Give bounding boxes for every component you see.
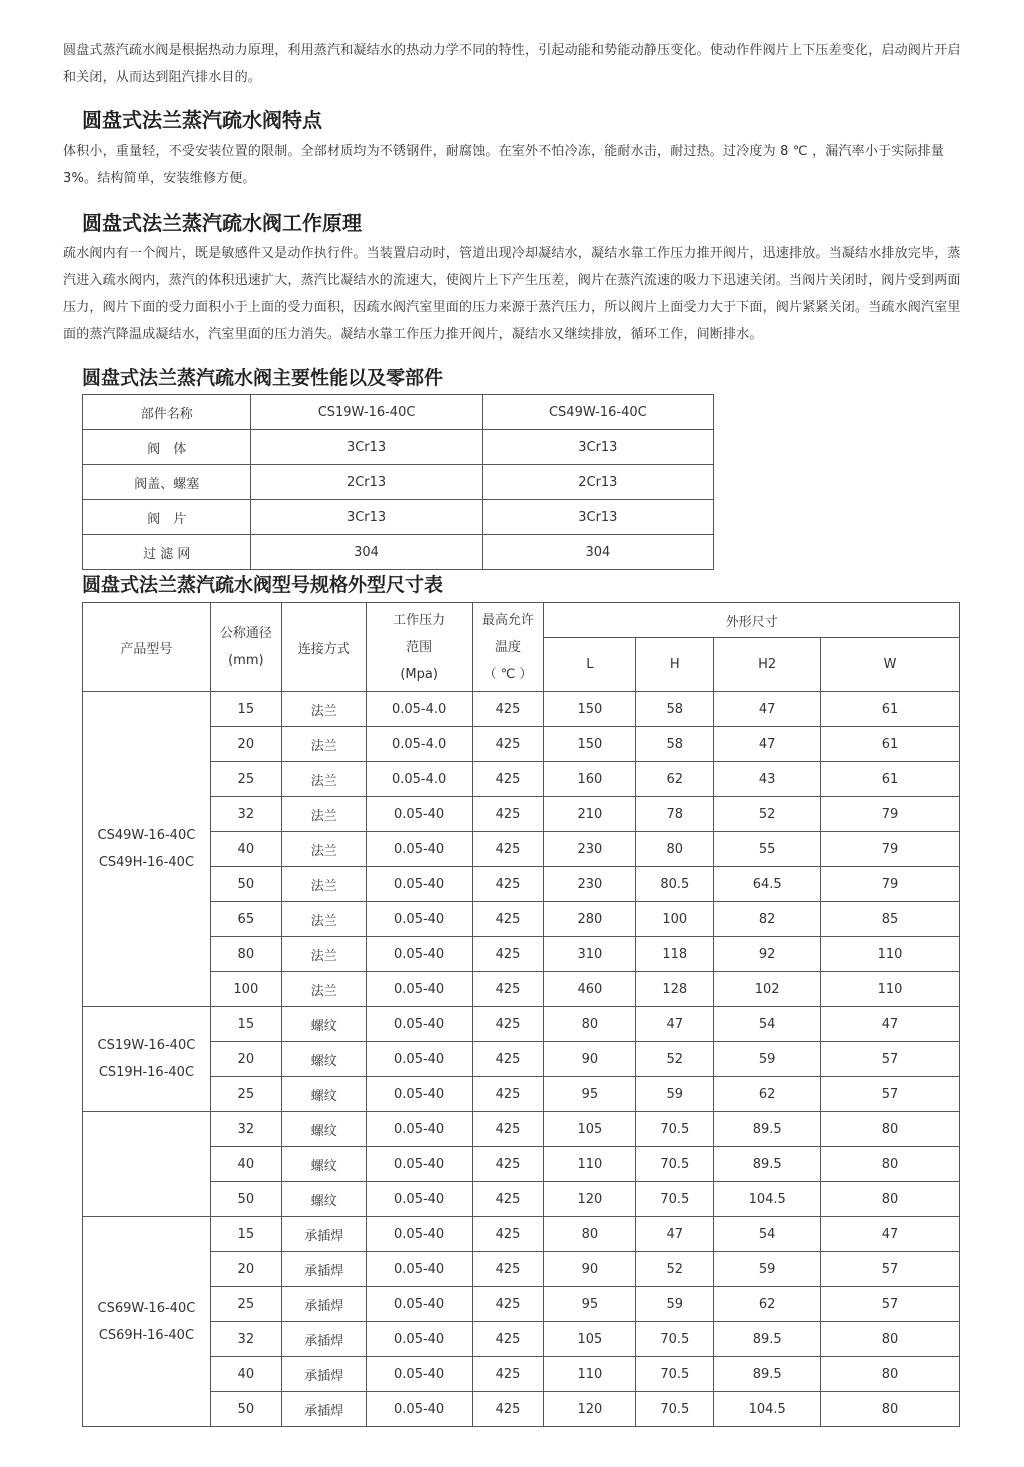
- L-cell: 110: [544, 1147, 636, 1182]
- nominal-diameter-cell: 100: [210, 972, 281, 1007]
- nominal-diameter-cell: 40: [210, 1357, 281, 1392]
- temperature-cell: 425: [472, 762, 544, 797]
- pressure-cell: 0.05-40: [366, 1042, 472, 1077]
- material-cell: 3Cr13: [482, 500, 713, 535]
- header-temperature-line1: 最高允许: [482, 612, 535, 628]
- L-cell: 90: [544, 1252, 636, 1287]
- features-heading: 圆盘式法兰蒸汽疏水阀特点: [82, 108, 322, 132]
- nominal-diameter-cell: 50: [210, 1392, 281, 1427]
- connection-cell: 螺纹: [281, 1042, 366, 1077]
- H-cell: 80.5: [636, 867, 714, 902]
- H2-cell: 92: [714, 937, 821, 972]
- pressure-cell: 0.05-40: [366, 1147, 472, 1182]
- model-name-line2: CS49H-16-40C: [98, 855, 195, 870]
- connection-cell: 法兰: [281, 972, 366, 1007]
- nominal-diameter-cell: 20: [210, 1252, 281, 1287]
- W-cell: 79: [821, 832, 960, 867]
- W-cell: 57: [821, 1077, 960, 1112]
- dimensions-table: [82, 602, 960, 1427]
- nominal-diameter-cell: 20: [210, 1042, 281, 1077]
- pressure-cell: 0.05-4.0: [366, 762, 472, 797]
- pressure-cell: 0.05-40: [366, 1182, 472, 1217]
- H2-cell: 59: [714, 1042, 821, 1077]
- H-cell: 47: [636, 1007, 714, 1042]
- L-cell: 95: [544, 1287, 636, 1322]
- H-cell: 70.5: [636, 1322, 714, 1357]
- temperature-cell: 425: [472, 1147, 544, 1182]
- H2-cell: 89.5: [714, 1322, 821, 1357]
- nominal-diameter-cell: 20: [210, 727, 281, 762]
- connection-cell: 螺纹: [281, 1147, 366, 1182]
- table-row: [83, 692, 960, 727]
- nominal-diameter-cell: 32: [210, 1112, 281, 1147]
- W-cell: 80: [821, 1147, 960, 1182]
- H-cell: 70.5: [636, 1147, 714, 1182]
- W-cell: 57: [821, 1042, 960, 1077]
- H-cell: 52: [636, 1042, 714, 1077]
- L-cell: 95: [544, 1077, 636, 1112]
- temperature-cell: 425: [472, 1392, 544, 1427]
- connection-cell: 法兰: [281, 692, 366, 727]
- table-row: [83, 1217, 960, 1252]
- table-row: [83, 1392, 960, 1427]
- header-temperature: [472, 603, 544, 692]
- connection-cell: 螺纹: [281, 1007, 366, 1042]
- nominal-diameter-cell: 15: [210, 1007, 281, 1042]
- H2-cell: 89.5: [714, 1357, 821, 1392]
- temperature-cell: 425: [472, 797, 544, 832]
- table-row: [83, 1007, 960, 1042]
- L-cell: 80: [544, 1007, 636, 1042]
- connection-cell: 承插焊: [281, 1217, 366, 1252]
- model-name-line1: CS49W-16-40C: [97, 828, 196, 843]
- model-name-line2: CS19H-16-40C: [98, 1065, 195, 1080]
- header-outer-dimensions: 外形尺寸: [544, 603, 960, 638]
- pressure-cell: 0.05-40: [366, 1322, 472, 1357]
- principle-heading: 圆盘式法兰蒸汽疏水阀工作原理: [82, 211, 362, 235]
- W-cell: 80: [821, 1392, 960, 1427]
- header-pressure: [366, 603, 472, 692]
- L-cell: 230: [544, 867, 636, 902]
- connection-cell: 法兰: [281, 902, 366, 937]
- table-row: [83, 500, 714, 535]
- header-nominal-diameter-line1: 公称通径: [219, 626, 272, 641]
- header-cell: 部件名称: [83, 395, 251, 430]
- features-paragraph: 体积小，重量轻，不受安装位置的限制。全部材质均为不锈钢件，耐腐蚀。在室外不怕冷冻，能耐水击，耐过热。过冷度为 8 ℃ ，漏汽率小于实际排量 3%。结构简单，安装维修方便。: [63, 144, 945, 186]
- connection-cell: 承插焊: [281, 1252, 366, 1287]
- H-cell: 78: [636, 797, 714, 832]
- W-cell: 61: [821, 727, 960, 762]
- temperature-cell: 425: [472, 1287, 544, 1322]
- header-H: H: [636, 638, 714, 692]
- H2-cell: 54: [714, 1217, 821, 1252]
- part-name-cell: 过 滤 网: [83, 535, 251, 570]
- header-W: W: [821, 638, 960, 692]
- table-row: [83, 1357, 960, 1392]
- temperature-cell: 425: [472, 727, 544, 762]
- L-cell: 120: [544, 1392, 636, 1427]
- pressure-cell: 0.05-4.0: [366, 692, 472, 727]
- H2-cell: 62: [714, 1287, 821, 1322]
- table-row: [83, 832, 960, 867]
- L-cell: 280: [544, 902, 636, 937]
- header-cell: CS49W-16-40C: [482, 395, 713, 430]
- H2-cell: 55: [714, 832, 821, 867]
- L-cell: 105: [544, 1112, 636, 1147]
- table-row: [83, 1322, 960, 1357]
- nominal-diameter-cell: 65: [210, 902, 281, 937]
- connection-cell: 螺纹: [281, 1182, 366, 1217]
- header-pressure-line3: (Mpa): [400, 666, 438, 682]
- table-header-row: [83, 603, 960, 638]
- L-cell: 105: [544, 1322, 636, 1357]
- W-cell: 79: [821, 867, 960, 902]
- header-connection: 连接方式: [281, 603, 366, 692]
- temperature-cell: 425: [472, 692, 544, 727]
- H-cell: 47: [636, 1217, 714, 1252]
- connection-cell: 螺纹: [281, 1077, 366, 1112]
- L-cell: 150: [544, 727, 636, 762]
- L-cell: 160: [544, 762, 636, 797]
- temperature-cell: 425: [472, 937, 544, 972]
- W-cell: 80: [821, 1182, 960, 1217]
- connection-cell: 承插焊: [281, 1322, 366, 1357]
- nominal-diameter-cell: 40: [210, 832, 281, 867]
- part-name-cell: 阀 片: [83, 500, 251, 535]
- L-cell: 210: [544, 797, 636, 832]
- connection-cell: 承插焊: [281, 1392, 366, 1427]
- connection-cell: 法兰: [281, 727, 366, 762]
- W-cell: 110: [821, 972, 960, 1007]
- table-row: [83, 430, 714, 465]
- H-cell: 52: [636, 1252, 714, 1287]
- nominal-diameter-cell: 50: [210, 867, 281, 902]
- W-cell: 80: [821, 1112, 960, 1147]
- material-cell: 3Cr13: [482, 430, 713, 465]
- temperature-cell: 425: [472, 1182, 544, 1217]
- H-cell: 70.5: [636, 1182, 714, 1217]
- W-cell: 61: [821, 692, 960, 727]
- nominal-diameter-cell: 32: [210, 797, 281, 832]
- H2-cell: 89.5: [714, 1112, 821, 1147]
- H-cell: 100: [636, 902, 714, 937]
- table-row: [83, 797, 960, 832]
- H-cell: 70.5: [636, 1112, 714, 1147]
- W-cell: 47: [821, 1217, 960, 1252]
- material-cell: 3Cr13: [251, 500, 482, 535]
- table-row: [83, 1147, 960, 1182]
- pressure-cell: 0.05-40: [366, 797, 472, 832]
- nominal-diameter-cell: 15: [210, 1217, 281, 1252]
- header-temperature-line3: （ ℃ ）: [483, 666, 533, 682]
- L-cell: 80: [544, 1217, 636, 1252]
- dims-heading: 圆盘式法兰蒸汽疏水阀型号规格外型尺寸表: [82, 574, 444, 596]
- H2-cell: 89.5: [714, 1147, 821, 1182]
- H-cell: 118: [636, 937, 714, 972]
- table-row: [83, 902, 960, 937]
- temperature-cell: 425: [472, 867, 544, 902]
- table-row: [83, 1042, 960, 1077]
- header-model: 产品型号: [83, 603, 211, 692]
- nominal-diameter-cell: 50: [210, 1182, 281, 1217]
- material-cell: 2Cr13: [251, 465, 482, 500]
- temperature-cell: 425: [472, 1007, 544, 1042]
- material-cell: 2Cr13: [482, 465, 713, 500]
- H2-cell: 43: [714, 762, 821, 797]
- H2-cell: 47: [714, 727, 821, 762]
- pressure-cell: 0.05-40: [366, 1357, 472, 1392]
- table-row: [83, 972, 960, 1007]
- material-cell: 304: [482, 535, 713, 570]
- model-cell: [83, 692, 211, 1007]
- pressure-cell: 0.05-40: [366, 1112, 472, 1147]
- W-cell: 57: [821, 1252, 960, 1287]
- H-cell: 59: [636, 1077, 714, 1112]
- model-cell: [83, 1112, 211, 1217]
- H2-cell: 64.5: [714, 867, 821, 902]
- connection-cell: 法兰: [281, 867, 366, 902]
- pressure-cell: 0.05-40: [366, 867, 472, 902]
- model-cell: [83, 1007, 211, 1112]
- parts-table: [82, 394, 714, 570]
- connection-cell: 承插焊: [281, 1287, 366, 1322]
- pressure-cell: 0.05-40: [366, 1007, 472, 1042]
- dimensions-table-body: [83, 603, 960, 1427]
- model-name-line1: CS69W-16-40C: [97, 1300, 196, 1316]
- connection-cell: 螺纹: [281, 1112, 366, 1147]
- L-cell: 120: [544, 1182, 636, 1217]
- principle-paragraph: 疏水阀内有一个阀片，既是敏感件又是动作执行件。当装置启动时，管道出现冷却凝结水，凝结水靠工作压力推开阀片，迅速排放。当凝结水排放完毕，蒸汽进入疏水阀内，蒸汽的体积迅速扩大，蒸汽比凝结水的流速大，使阀片上下产生压差，阀片在蒸汽流速的吸力下迅速关闭。当阀片关闭时，阀片受到两面压力，阀片下面的受力面积小于上面的受力面积，因疏水阀汽室里面的压力来源于蒸汽压力，所以阀片上面受力大于下面，阀片紧紧关闭。当疏水阀汽室里面的蒸汽降温成凝结水，汽室里面的压力消失。凝结水靠工作压力推开阀片，凝结水又继续排放，循环工作，间断排水。: [63, 246, 961, 342]
- table-row: [83, 762, 960, 797]
- H2-cell: 102: [714, 972, 821, 1007]
- H2-cell: 104.5: [714, 1182, 821, 1217]
- W-cell: 80: [821, 1322, 960, 1357]
- table-row: [83, 535, 714, 570]
- pressure-cell: 0.05-4.0: [366, 727, 472, 762]
- table-row: [83, 937, 960, 972]
- table-row: [83, 1287, 960, 1322]
- H-cell: 62: [636, 762, 714, 797]
- pressure-cell: 0.05-40: [366, 902, 472, 937]
- connection-cell: 承插焊: [281, 1357, 366, 1392]
- temperature-cell: 425: [472, 1322, 544, 1357]
- part-name-cell: 阀 体: [83, 430, 251, 465]
- temperature-cell: 425: [472, 1252, 544, 1287]
- pressure-cell: 0.05-40: [366, 1252, 472, 1287]
- nominal-diameter-cell: 25: [210, 1077, 281, 1112]
- H2-cell: 52: [714, 797, 821, 832]
- header-pressure-line1: 工作压力: [393, 612, 446, 628]
- nominal-diameter-cell: 32: [210, 1322, 281, 1357]
- header-cell: CS19W-16-40C: [251, 395, 482, 430]
- pressure-cell: 0.05-40: [366, 1077, 472, 1112]
- W-cell: 79: [821, 797, 960, 832]
- table-row: [83, 1252, 960, 1287]
- header-nominal-diameter-line2: (mm): [228, 653, 264, 668]
- W-cell: 110: [821, 937, 960, 972]
- header-temperature-line2: 温度: [495, 639, 522, 655]
- table-row: [83, 1077, 960, 1112]
- pressure-cell: 0.05-40: [366, 1287, 472, 1322]
- W-cell: 47: [821, 1007, 960, 1042]
- H2-cell: 47: [714, 692, 821, 727]
- W-cell: 85: [821, 902, 960, 937]
- nominal-diameter-cell: 25: [210, 762, 281, 797]
- model-name-line2: CS69H-16-40C: [98, 1327, 195, 1343]
- temperature-cell: 425: [472, 1112, 544, 1147]
- pressure-cell: 0.05-40: [366, 972, 472, 1007]
- pressure-cell: 0.05-40: [366, 937, 472, 972]
- table-row: [83, 1182, 960, 1217]
- connection-cell: 法兰: [281, 832, 366, 867]
- connection-cell: 法兰: [281, 762, 366, 797]
- temperature-cell: 425: [472, 972, 544, 1007]
- L-cell: 310: [544, 937, 636, 972]
- W-cell: 80: [821, 1357, 960, 1392]
- intro-paragraph: 圆盘式蒸汽疏水阀是根据热动力原理，利用蒸汽和凝结水的热动力学不同的特性，引起动能和势能动静压变化。使动作件阀片上下压差变化，启动阀片开启和关闭，从而达到阻汽排水目的。: [63, 43, 961, 85]
- H2-cell: 104.5: [714, 1392, 821, 1427]
- table-row: [83, 1112, 960, 1147]
- temperature-cell: 425: [472, 1042, 544, 1077]
- L-cell: 110: [544, 1357, 636, 1392]
- H-cell: 128: [636, 972, 714, 1007]
- W-cell: 57: [821, 1287, 960, 1322]
- connection-cell: 法兰: [281, 797, 366, 832]
- H-cell: 59: [636, 1287, 714, 1322]
- pressure-cell: 0.05-40: [366, 1392, 472, 1427]
- connection-cell: 法兰: [281, 937, 366, 972]
- temperature-cell: 425: [472, 832, 544, 867]
- L-cell: 90: [544, 1042, 636, 1077]
- temperature-cell: 425: [472, 1077, 544, 1112]
- header-nominal-diameter: [210, 603, 281, 692]
- model-name-line1: CS19W-16-40C: [97, 1038, 196, 1053]
- header-L: L: [544, 638, 636, 692]
- part-name-cell: 阀盖、螺塞: [83, 465, 251, 500]
- table-row: [83, 465, 714, 500]
- table-header-row: [83, 395, 714, 430]
- H-cell: 70.5: [636, 1392, 714, 1427]
- material-cell: 304: [251, 535, 482, 570]
- header-H2: H2: [714, 638, 821, 692]
- pressure-cell: 0.05-40: [366, 832, 472, 867]
- L-cell: 230: [544, 832, 636, 867]
- H2-cell: 62: [714, 1077, 821, 1112]
- nominal-diameter-cell: 15: [210, 692, 281, 727]
- H-cell: 58: [636, 692, 714, 727]
- H2-cell: 59: [714, 1252, 821, 1287]
- parts-heading: 圆盘式法兰蒸汽疏水阀主要性能以及零部件: [82, 367, 444, 389]
- L-cell: 150: [544, 692, 636, 727]
- nominal-diameter-cell: 40: [210, 1147, 281, 1182]
- pressure-cell: 0.05-40: [366, 1217, 472, 1252]
- nominal-diameter-cell: 25: [210, 1287, 281, 1322]
- table-row: [83, 727, 960, 762]
- H-cell: 70.5: [636, 1357, 714, 1392]
- L-cell: 460: [544, 972, 636, 1007]
- header-pressure-line2: 范围: [406, 639, 433, 655]
- nominal-diameter-cell: 80: [210, 937, 281, 972]
- material-cell: 3Cr13: [251, 430, 482, 465]
- H-cell: 80: [636, 832, 714, 867]
- temperature-cell: 425: [472, 902, 544, 937]
- H-cell: 58: [636, 727, 714, 762]
- table-row: [83, 867, 960, 902]
- W-cell: 61: [821, 762, 960, 797]
- temperature-cell: 425: [472, 1357, 544, 1392]
- H2-cell: 82: [714, 902, 821, 937]
- temperature-cell: 425: [472, 1217, 544, 1252]
- H2-cell: 54: [714, 1007, 821, 1042]
- model-cell: [83, 1217, 211, 1427]
